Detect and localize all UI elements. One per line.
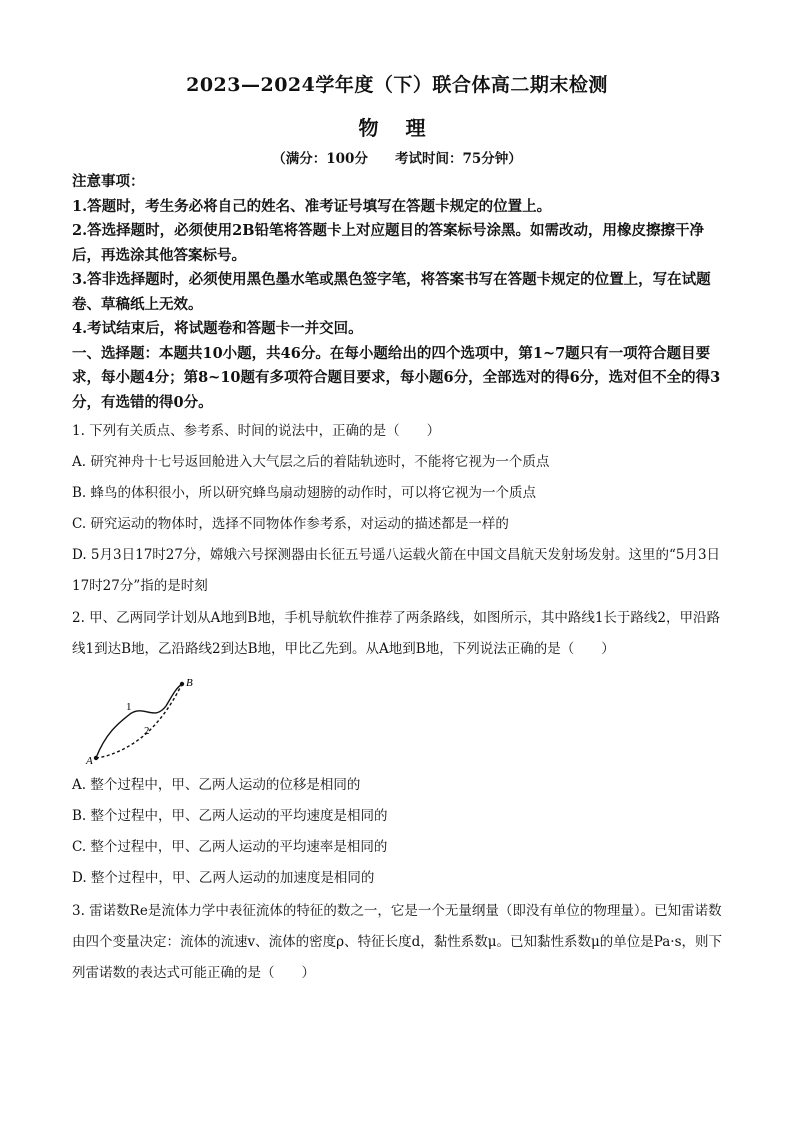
question-3 (72, 896, 728, 989)
question-2-option-b: B. 整个过程中，甲、乙两人运动的平均速度是相同的 (72, 808, 388, 824)
exam-title: 2023—2024学年度（下）联合体高二期末检测 (186, 74, 608, 96)
route-figure (84, 672, 204, 768)
question-1-option-c: C. 研究运动的物体时，选择不同物体作参考系，对运动的描述都是一样的 (72, 516, 509, 532)
exam-meta: （满分：100分 考试时间：75分钟） (272, 151, 522, 167)
notes-heading: 注意事项： (72, 173, 145, 190)
question-2-option-d: D. 整个过程中，甲、乙两人运动的加速度是相同的 (72, 870, 375, 886)
question-1-option-a: A. 研究神舟十七号返回舱进入大气层之后的着陆轨迹时，不能将它视为一个质点 (72, 454, 550, 470)
question-2-stem: 2. 甲、乙两同学计划从A地到B地，手机导航软件推荐了两条路线，如图所示，其中路线1长于路线2，甲沿路线1到达B地，乙沿路线2到达B地，甲比乙先到。从A地到B地，下列说法正确的是（ ） (72, 610, 721, 657)
question-1-option-d: D. 5月3日17时27分，嫦娥六号探测器由长征五号遥八运载火箭在中国文昌航天发射场发射。这里的“5月3日17时27分”指的是时刻 (72, 547, 721, 594)
question-3-stem: 3. 雷诺数Re是流体力学中表征流体的特征的数之一，它是一个无量纲量（即没有单位的物理量）。已知雷诺数由四个变量决定：流体的流速v、流体的密度ρ、特征长度d，黏性系数μ。已知黏性系数μ的单位是Pa·s，则下列雷诺数的表达式可能正确的是（ ） (72, 903, 722, 981)
question-1-stem: 1. 下列有关质点、参考系、时间的说法中，正确的是（ ） (72, 423, 441, 439)
route-2-path (96, 684, 182, 758)
exam-subject: 物 理 (358, 116, 436, 140)
label-b: B (186, 677, 193, 689)
point-b-marker (180, 682, 184, 686)
question-2-stem-block (72, 603, 728, 665)
question-1 (72, 416, 728, 602)
point-a-marker (94, 756, 98, 760)
route-1-path (96, 684, 182, 758)
label-route-2: 2 (144, 725, 150, 737)
question-2-options (72, 770, 728, 894)
notes-item-1: 1.答题时，考生务必将自己的姓名、准考证号填写在答题卡规定的位置上。 (72, 197, 552, 215)
section-instructions: 一、选择题：本题共10小题，共46分。在每小题给出的四个选项中，第1~7题只有一项符合题目要求，每小题4分；第8~10题有多项符合题目要求，每小题6分，全部选对的得6分，选对但不全的得3分，有选错的得0分。 (72, 344, 721, 411)
question-1-option-b: B. 蜂鸟的体积很小，所以研究蜂鸟扇动翅膀的动作时，可以将它视为一个质点 (72, 485, 537, 501)
label-a: A (86, 755, 93, 767)
question-2-option-a: A. 整个过程中，甲、乙两人运动的位移是相同的 (72, 777, 361, 793)
notes-block (72, 170, 732, 415)
notes-item-3: 3.答非选择题时，必须使用黑色墨水笔或黑色签字笔，将答案书写在答题卡规定的位置上，写在试题卷、草稿纸上无效。 (72, 271, 711, 313)
question-2-option-c: C. 整个过程中，甲、乙两人运动的平均速率是相同的 (72, 839, 388, 855)
notes-item-2: 2.答选择题时，必须使用2B铅笔将答题卡上对应题目的答案标号涂黑。如需改动，用橡皮擦擦干净后，再选涂其他答案标号。 (72, 222, 704, 264)
label-route-1: 1 (126, 701, 132, 713)
notes-item-4: 4.考试结束后，将试题卷和答题卡一并交回。 (72, 320, 363, 337)
